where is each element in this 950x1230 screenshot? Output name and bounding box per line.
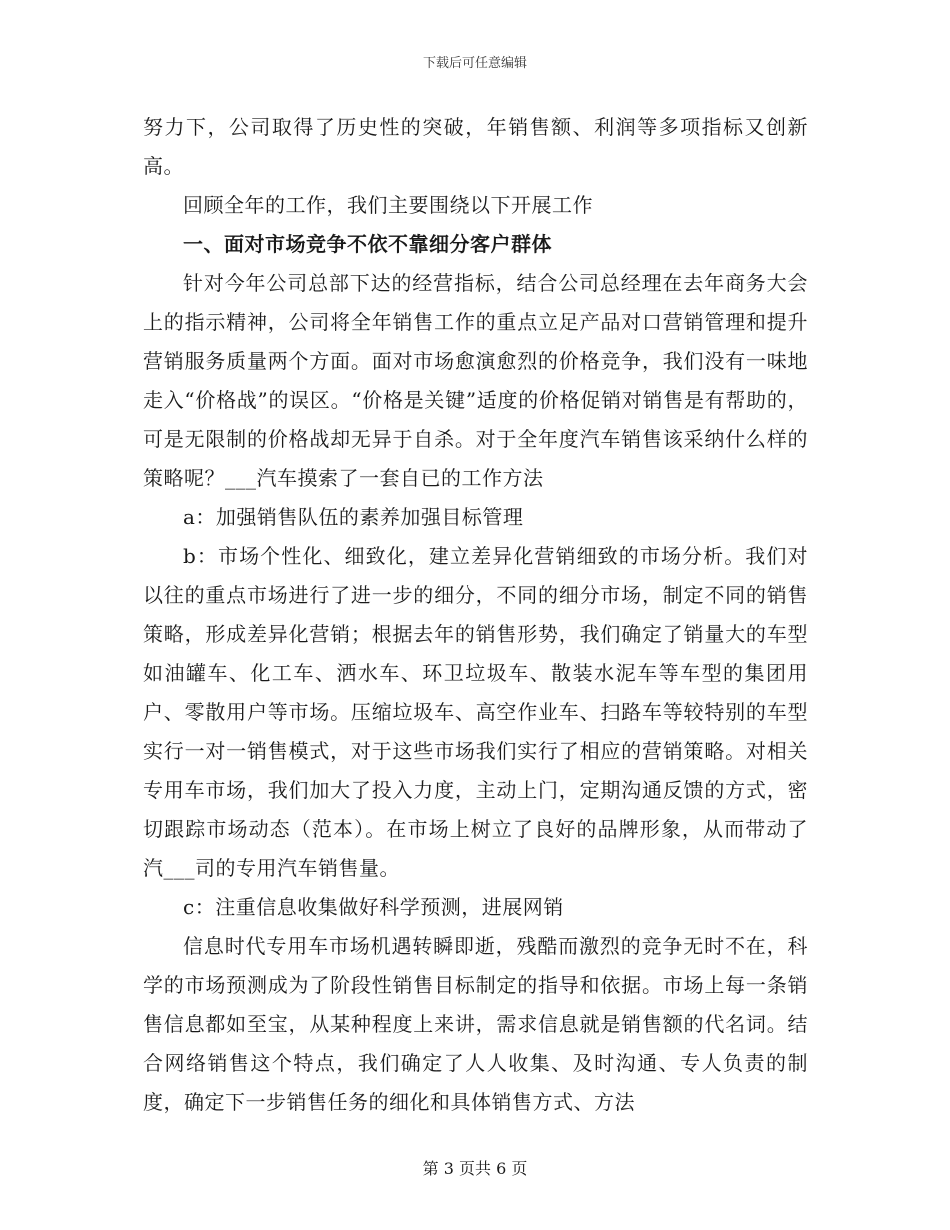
list-item-b: b：市场个性化、细致化，建立差异化营销细致的市场分析。我们对以往的重点市场进行了进一步的细分，不同的细分市场，制定不同的销售策略，形成差异化营销；根据去年的销售形势，我们确定了销量大的车型如油罐车、化工车、洒水车、环卫垃圾车、散装水泥车等车型的集团用户、零散用户等市场。压缩垃圾车、高空作业车、扫路车等较特别的车型实行一对一销售模式，对于这些市场我们实行了相应的营销策略。对相关专用车市场，我们加大了投入力度，主动上门，定期沟通反馈的方式，密切跟踪市场动态（范本）。在市场上树立了良好的品牌形象，从而带动了汽___司的专用汽车销售量。 [143, 544, 808, 880]
paragraph-information-age: 信息时代专用车市场机遇转瞬即逝，残酷而激烈的竞争无时不在，科学的市场预测成为了阶段性销售目标制定的指导和依据。市场上每一条销售信息都如至宝，从某种程度上来讲，需求信息就是销售额的代名词。结合网络销售这个特点，我们确定了人人收集、及时沟通、专人负责的制度，确定下一步销售任务的细化和具体销售方式、方法 [143, 934, 808, 1114]
section-heading: 一、面对市场竞争不依不靠细分客户群体 [183, 232, 552, 256]
document-body [143, 108, 808, 1122]
paragraph-continuation: 努力下，公司取得了历史性的突破，年销售额、利润等多项指标又创新高。 [143, 115, 808, 178]
list-item-c: c：注重信息收集做好科学预测，进展网销 [183, 895, 564, 919]
list-item-a: a：加强销售队伍的素养加强目标管理 [183, 505, 524, 529]
paragraph-review-intro: 回顾全年的工作，我们主要围绕以下开展工作 [183, 193, 593, 217]
page-number: 第 3 页共 6 页 [422, 1159, 528, 1178]
paragraph-sales-strategy: 针对今年公司总部下达的经营指标，结合公司总经理在去年商务大会上的指示精神，公司将全年销售工作的重点立足产品对口营销管理和提升营销服务质量两个方面。面对市场愈演愈烈的价格竞争，我们没有一味地走入“价格战”的误区。“价格是关键”适度的价格促销对销售是有帮助的，可是无限制的价格战却无异于自杀。对于全年度汽车销售该采纳什么样的策略呢？___汽车摸索了一套自已的工作方法 [143, 271, 808, 490]
page-header: 下载后可任意编辑 [422, 56, 527, 71]
